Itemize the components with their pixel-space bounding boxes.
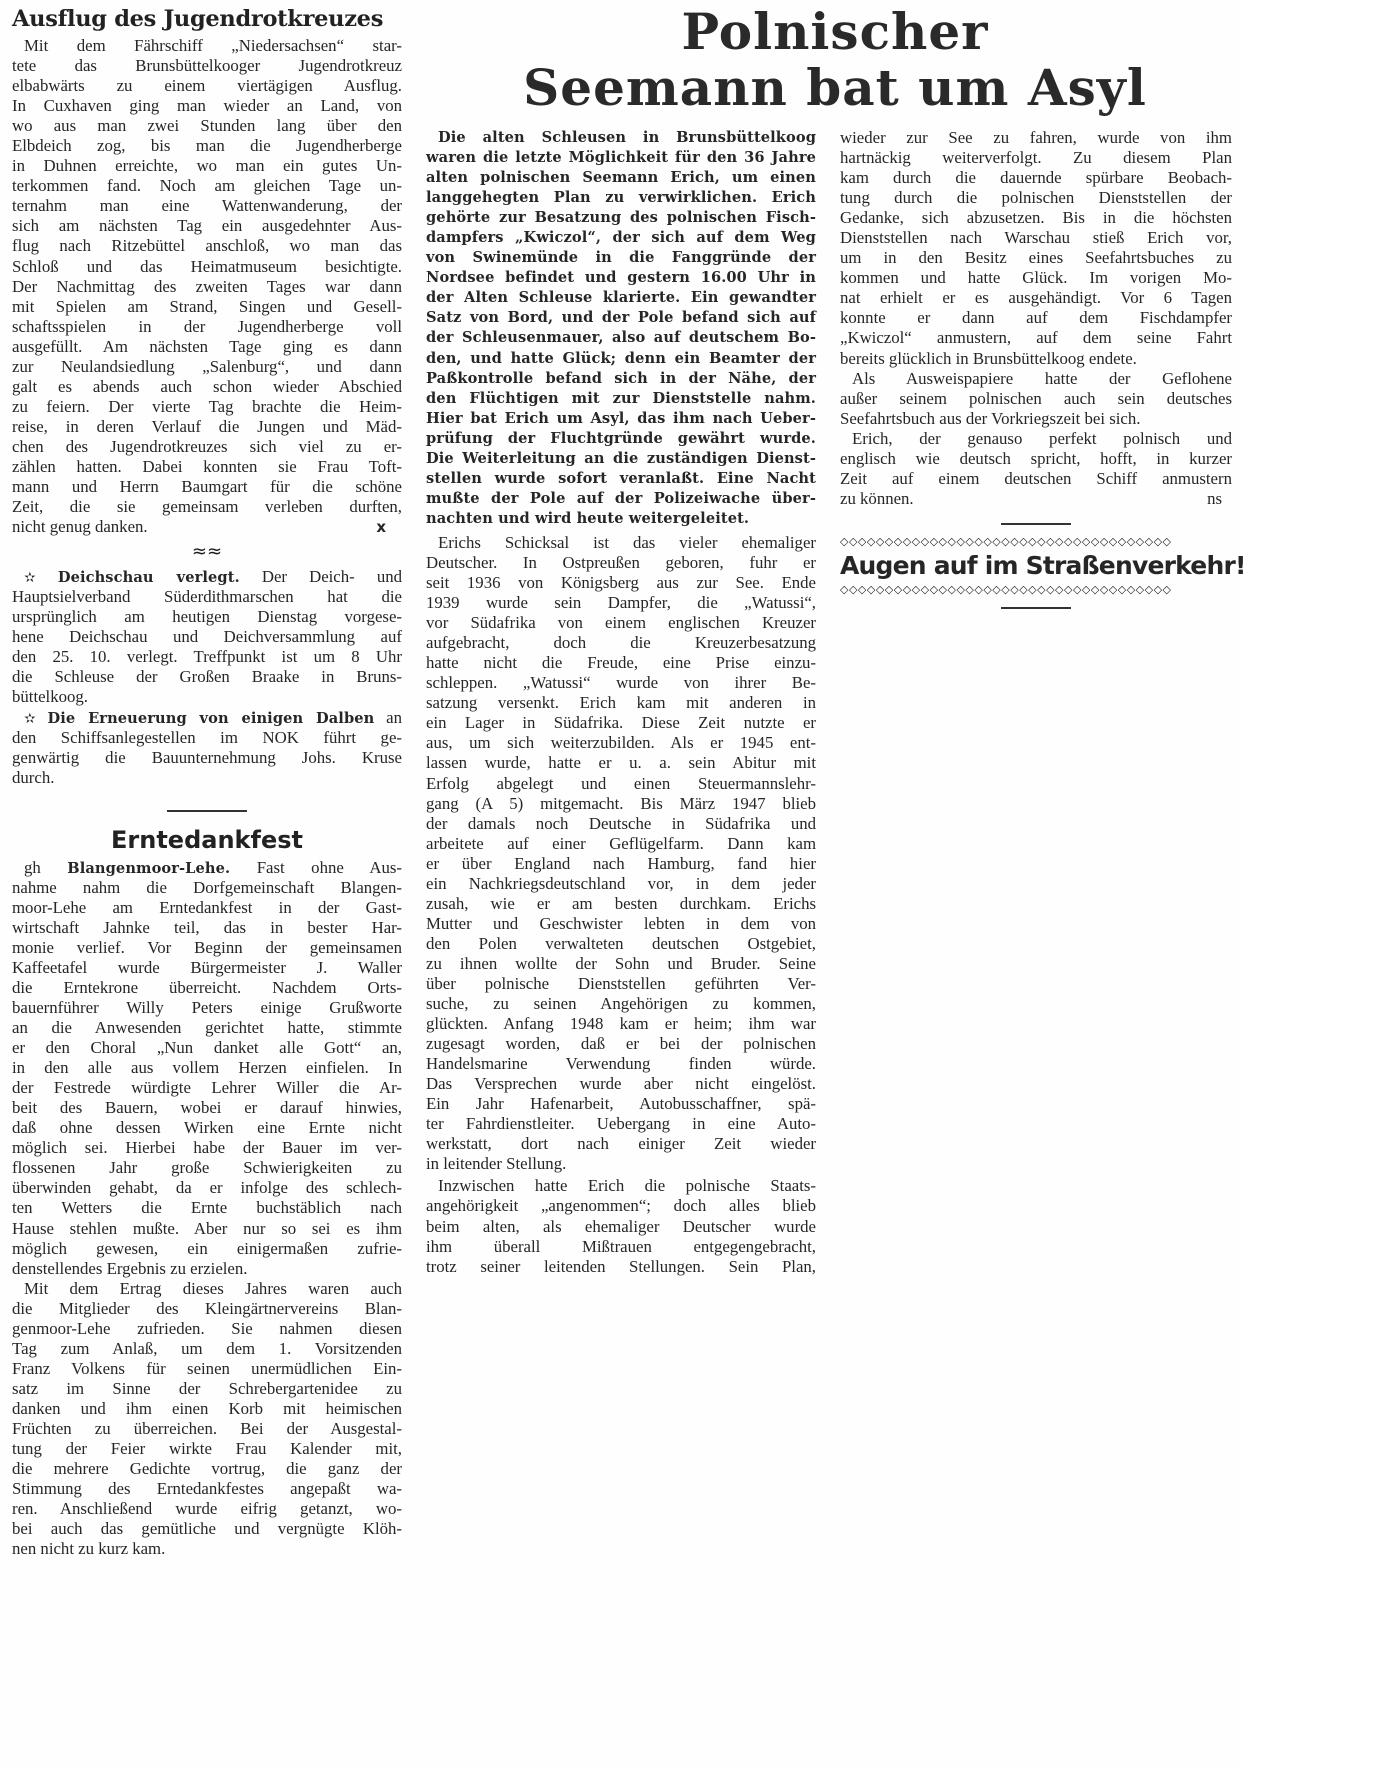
middle-column (426, 128, 816, 1277)
text-line: die Mitglieder des Kleingärtnervereins Blan- (12, 1298, 402, 1318)
text-line: der damals noch Deutsche in Südafrika und (426, 813, 816, 833)
text-line: nachten und wird heute weitergeleitet. (426, 509, 750, 527)
text-line: die Erntekrone überreicht. Nachdem Orts- (12, 977, 402, 997)
text-line: hartnäckig weiterverfolgt. Zu diesem Plan (840, 148, 1232, 168)
text-line: zu ihnen wollte der Sohn und Bruder. Seine (426, 953, 816, 973)
text-line: wirtschaft Jahnke teil, das in bester Har- (12, 917, 402, 937)
text-line: Erich, der genauso perfekt polnisch und (852, 428, 1232, 448)
text-line: beit des Bauern, wobei er darauf hinwies, (12, 1098, 402, 1118)
text-line: Mit dem Ertrag dieses Jahres waren auch (24, 1278, 402, 1298)
notice-lead: Die Erneuerung von einigen Dalben (47, 709, 375, 727)
text-line: bei auch das gemütliche und vergnügte Klöh- (12, 1519, 402, 1539)
left-column (12, 0, 402, 1559)
text-line: mußte der Pole auf der Polizeiwache über- (426, 489, 816, 507)
section-divider-right (1001, 523, 1071, 525)
text-run: Der Deich- und (239, 567, 402, 587)
text-line: an die Anwesenden gerichtet hatte, stimmte (12, 1018, 402, 1038)
text-line: monie verlief. Vor Beginn der gemeinsamen (12, 937, 402, 957)
text-line: schleppen. „Watussi“ wurde von ihrer Be- (426, 673, 816, 693)
text-line: werkstatt, dort nach einiger Zeit wieder (426, 1134, 816, 1154)
text-line: ausgefüllt. Am nächsten Tage ging es dann (12, 336, 402, 356)
text-line: Ein Jahr Hafenarbeit, Autobusschaffner, spä- (426, 1094, 816, 1114)
text-line: nen nicht zu kurz kam. (12, 1539, 166, 1559)
text-line: der Alten Schleuse klarierte. Ein gewandter (426, 289, 816, 307)
headline-polnischer-seemann (430, 4, 1240, 116)
text-line: seit 1936 von Königsberg aus zur See. Ende (426, 573, 816, 593)
text-line: Hier bat Erich um Asyl, das ihm nach Ueber- (426, 409, 816, 427)
text-line: prüfung der Fluchtgründe gewährt wurde. (426, 429, 816, 447)
star-bullet-icon: ✫ (24, 570, 36, 587)
text-line: moor-Lehe am Erntedankfest in der Gast- (12, 897, 402, 917)
text-line: denstellendes Ergebnis zu erzielen. (12, 1258, 248, 1278)
text-line: Dienststellen nach Warschau stieß Erich vor, (840, 228, 1232, 248)
text-line: waren die letzte Möglichkeit für den 36 Jahre (426, 149, 816, 167)
text-line: konnte er dann auf dem Fischdampfer (840, 308, 1232, 328)
article-seemann-lead (426, 128, 816, 529)
text-line: um in den Besitz eines Seefahrtsbuches zu (840, 248, 1232, 268)
text-line: Die alten Schleusen in Brunsbüttelkoog (438, 129, 816, 146)
notice-lead: Deichschau verlegt. (57, 569, 240, 587)
text-line: galt es abends auch schon wieder Abschied (12, 376, 402, 396)
text-line: stellen wurde sofort veranlaßt. Eine Nacht (426, 469, 816, 487)
text-line (12, 567, 402, 587)
text-line: mann und Herrn Baumgart für die schöne (12, 477, 402, 497)
text-line: Die Weiterleitung an die zuständigen Dienst- (426, 449, 816, 467)
text-line: Der Nachmittag des zweiten Tages war dann (12, 276, 402, 296)
text-line: Mutter und Geschwister lebten in dem von (426, 913, 816, 933)
text-line: Stimmung des Erntedankfestes angepaßt wa- (12, 1479, 402, 1499)
notice-dalben (12, 708, 402, 788)
text-line: Erfolg abgelegt und einen Steuermannslehr- (426, 773, 816, 793)
article-seemann-continued (840, 128, 1232, 369)
text-line: angehörigkeit „angenommen“; doch alles blieb (426, 1196, 816, 1216)
text-line: Als Ausweispapiere hatte der Geflohene (852, 368, 1232, 388)
text-line: der Festrede würdigte Lehrer Willer die Ar- (12, 1078, 402, 1098)
text-line: vor Südafrika von einem englischen Kreuzer (426, 613, 816, 633)
article-seemann-para2 (840, 369, 1232, 429)
text-line: durch. (12, 767, 55, 787)
text-line: In Cuxhaven ging man wieder an Land, von (12, 96, 402, 116)
text-line: zu feiern. Der vierte Tag brachte die Heim- (12, 396, 402, 416)
slogan-strassenverkehr: Augen auf im Straßenverkehr! (840, 550, 1246, 580)
text-line: arbeitete auf einer Geflügelfarm. Dann kam (426, 833, 816, 853)
notice-deichschau (12, 567, 402, 707)
text-line: bauernführer Willy Peters einige Grußworte (12, 998, 402, 1018)
text-line: Das Versprechen wurde aber nicht eingelöst. (426, 1074, 816, 1094)
article-erntedankfest-body (12, 858, 402, 1560)
text-line: 1939 wurde sein Dampfer, die „Watussi“, (426, 593, 816, 613)
text-line: Tag zum Anlaß, um dem 1. Vorsitzenden (12, 1338, 402, 1358)
text-line: chen des Jugendrotkreuzes sich viel zu er- (12, 436, 402, 456)
text-line: aufgebracht, doch die Kreuzerbesatzung (426, 633, 816, 653)
text-line: reise, in deren Verlauf die Jungen und Mäd- (12, 416, 402, 436)
text-line: ren. Anschließend wurde eifrig getanzt, wo- (12, 1499, 402, 1519)
text-line: Erichs Schicksal ist das vieler ehemaliger (438, 532, 816, 552)
text-line: hatte nicht die Freude, eine Prise einzu- (426, 653, 816, 673)
text-line: kam durch die dauernde spürbare Beobach- (840, 168, 1232, 188)
text-line: dampfers „Kwiczol“, der sich auf dem Weg (426, 229, 816, 247)
headline-line-2: Seemann bat um Asyl (523, 58, 1147, 117)
article-jugendrotkreuz-body (12, 36, 402, 537)
text-line: ein Lager in Südafrika. Diese Zeit nutzte er (426, 713, 816, 733)
text-line: trotz seiner leitenden Stellungen. Sein Plan, (426, 1256, 816, 1276)
text-line: danken und ihm einen Korb mit heimischen (12, 1398, 402, 1418)
text-line: Früchten zu überreichen. Bei der Ausgestal- (12, 1419, 402, 1438)
text-line: bereits glücklich in Brunsbüttelkoog endete. (840, 348, 1137, 368)
text-line: Elbdeich zog, bis man die Jugendherberge (12, 136, 402, 156)
text-line: glückten. Anfang 1948 kam er heim; ihm war (426, 1014, 816, 1034)
wave-separator: ≈≈ (191, 541, 223, 563)
text-line: tung durch die polnischen Dienststellen der (840, 188, 1232, 208)
text-line: nat erhielt er es ausgehändigt. Vor 6 Tagen (840, 288, 1232, 308)
author-signature: x (376, 518, 386, 537)
headline-jugendrotkreuz: Ausflug des Jugendrotkreuzes (12, 6, 384, 32)
text-line: hene Deichschau und Deichversammlung auf (12, 627, 402, 647)
text-line (12, 858, 402, 878)
section-divider (167, 810, 247, 812)
text-line: flug nach Ritzebüttel anschloß, wo man das (12, 236, 402, 256)
text-line: Hause stehlen mußte. Aber nur so sei es ihm (12, 1218, 402, 1238)
text-line: den 25. 10. verlegt. Treffpunkt ist um 8 Uhr (12, 647, 402, 667)
text-line: Franz Volkens für seinen unermüdlichen Ein- (12, 1358, 402, 1378)
text-line: wo aus man zwei Stunden lang über den (12, 116, 402, 136)
text-line: zur Neulandsiedlung „Salenburg“, und dann (12, 356, 402, 376)
text-line: Hauptsielverband Süderdithmarschen hat die (12, 587, 402, 607)
text-line: beim alten, als ehemaliger Deutscher wurde (426, 1216, 816, 1236)
text-line: Handelsmarine Verwendung finden würde. (426, 1054, 816, 1074)
star-bullet-icon: ✫ (24, 710, 36, 727)
text-line: die mehrere Gedichte vortrug, die ganz der (12, 1459, 402, 1479)
text-line: den Flüchtigen mit zur Dienststelle nahm. (426, 389, 816, 407)
text-line: satzung versenkt. Erich kam mit anderen in (426, 693, 816, 713)
text-run: Fast ohne Aus- (230, 857, 402, 877)
text-line: genmoor-Lehe zufrieden. Sie nahmen diesen (12, 1318, 402, 1338)
text-line: Seefahrtsbuch aus der Vorkriegszeit bei sich. (840, 408, 1141, 428)
text-line: ein Nachkriegsdeutschland vor, in dem jeder (426, 873, 816, 893)
text-line: zugesagt worden, daß er bei der polnischen (426, 1034, 816, 1054)
dateline: Blangenmoor-Lehe. (67, 859, 231, 877)
text-line: ursprünglich am heutigen Dienstag vorgese- (12, 607, 402, 627)
text-line: genwärtig die Bauunternehmung Johs. Kruse (12, 747, 402, 767)
text-line: tete das Brunsbüttelkooger Jugendrotkreuz (12, 56, 402, 76)
text-line: ten Wetters die Ernte buchstäblich nach (12, 1198, 402, 1218)
text-line: terkommen fand. Noch am gleichen Tage un- (12, 176, 402, 196)
right-column (840, 128, 1246, 619)
text-line: Gedanke, sich abzusetzen. Bis in die höchsten (840, 208, 1232, 228)
text-line: daß ohne dessen Wirken eine Ernte nicht (12, 1118, 402, 1138)
text-line: schaftsspielen in der Jugendherberge voll (12, 316, 402, 336)
text-line: zu können. ns (840, 489, 1232, 509)
text-line: zählen hatten. Dabei konnten sie Frau Toft- (12, 456, 402, 476)
text-line: Zeit, die sie gemeinsam verleben durften, (12, 497, 402, 517)
text-line: er den Choral „Nun danket alle Gott“ an, (12, 1038, 402, 1058)
byline: gh (24, 857, 41, 877)
text-line: nahme nahm die Dorfgemeinschaft Blangen- (12, 877, 402, 897)
text-line: von Swinemünde in die Fanggründe der (426, 249, 816, 267)
article-seemann-body (426, 533, 816, 1175)
author-signature: ns (1207, 488, 1222, 508)
text-line: in leitender Stellung. (426, 1154, 567, 1174)
text-line: möglich sei. Hierbei habe der Bauer im ver- (12, 1138, 402, 1158)
text-line: in Duhnen erreichte, wo man ein gutes Un- (12, 156, 402, 176)
section-divider-right-2 (1001, 607, 1071, 609)
text-line: Zeit auf einem deutschen Schiff anmustern (840, 468, 1232, 488)
text-line: lassen wurde, hatte er u. a. sein Abitur mit (426, 753, 816, 773)
text-line: den Schiffsanlegestellen im NOK führt ge- (12, 727, 402, 747)
text-line: den, und hatte Glück; denn ein Beamter der (426, 349, 816, 367)
text-line: gehörte zur Besatzung des polnischen Fisch- (426, 209, 816, 227)
paragraph (12, 1279, 402, 1560)
text-line: Satz von Bord, und der Pole befand sich auf (426, 309, 816, 327)
text-line: „Kwiczol“ anmustern, auf dem seine Fahrt (840, 328, 1232, 348)
text-line: ternahm man eine Wattenwanderung, der (12, 196, 402, 216)
text-line: Nordsee befindet und gestern 16.00 Uhr in (426, 269, 816, 287)
diamond-border-bottom: ◇◇◇◇◇◇◇◇◇◇◇◇◇◇◇◇◇◇◇◇◇◇◇◇◇◇◇◇◇◇◇◇◇◇◇◇◇ (840, 582, 1172, 596)
text-line (12, 708, 402, 728)
text-line: Paßkontrolle befand sich in der Nähe, der (426, 369, 816, 387)
text-line: Kaffeetafel wurde Bürgermeister J. Waller (12, 957, 402, 977)
text-line: nicht genug danken. x (12, 517, 402, 537)
headline-erntedankfest: Erntedankfest (111, 825, 303, 854)
text-line: elbabwärts zu einem viertägigen Ausflug. (12, 76, 402, 96)
text-line: die Schleuse der Großen Braake in Bruns- (12, 667, 402, 687)
text-line: wieder zur See zu fahren, wurde von ihm (840, 128, 1232, 147)
text-line: flossenen Jahr große Schwierigkeiten zu (12, 1158, 402, 1178)
diamond-border-top: ◇◇◇◇◇◇◇◇◇◇◇◇◇◇◇◇◇◇◇◇◇◇◇◇◇◇◇◇◇◇◇◇◇◇◇◇◇ (840, 534, 1172, 548)
article-seemann-para3 (840, 429, 1232, 509)
text-line: sich am nächsten Tag ein ausgedehnter Aus- (12, 216, 402, 236)
text-line: möglich gewesen, ein einigermaßen zufrie- (12, 1238, 402, 1258)
text-line: ihm überall Mißtrauen entgegengebracht, (426, 1236, 816, 1256)
text-line: Mit dem Fährschiff „Niedersachsen“ star- (24, 36, 402, 55)
text-line: kommen und hatte Glück. Im vorigen Mo- (840, 268, 1232, 288)
text-line: satz im Sinne der Schrebergartenidee zu (12, 1378, 402, 1398)
text-line: aus, um sich weiterzubilden. Als er 1945 ent- (426, 733, 816, 753)
text-line: alten polnischen Seemann Erich, um einen (426, 169, 816, 187)
text-line: mit Spielen am Strand, Singen und Gesell- (12, 296, 402, 316)
text-line: über polnische Dienststellen geführten Ver- (426, 973, 816, 993)
text-line: Schloß und das Heimatmuseum besichtigte. (12, 256, 402, 276)
text-line: tung der Feier wirkte Frau Kalender mit, (12, 1439, 402, 1459)
text-line: suche, zu seinen Angehörigen zu kommen, (426, 994, 816, 1014)
text-line: ter Fahrdienstleiter. Uebergang in eine Auto- (426, 1114, 816, 1134)
headline-line-1: Polnischer (681, 2, 989, 61)
text-line: den Polen verwalteten deutschen Ostgebiet, (426, 933, 816, 953)
text-line: zusah, wie er am besten durchkam. Erichs (426, 893, 816, 913)
text-line: überwinden gehabt, da er infolge des schlech- (12, 1178, 402, 1198)
text-line: gang (A 5) mitgemacht. Bis März 1947 blieb (426, 793, 816, 813)
text-line: englisch wie deutsch spricht, hofft, in kurzer (840, 448, 1232, 468)
text-line: büttelkoog. (12, 687, 88, 707)
text-line: in den alle aus vollem Herzen einfielen. In (12, 1058, 402, 1078)
article-seemann-body-2 (426, 1176, 816, 1276)
text-line: der Schleusenmauer, also auf deutschem Bo- (426, 329, 816, 347)
text-line: außer seinem polnischen auch sein deutsches (840, 388, 1232, 408)
text-line: langgehegten Plan zu verwirklichen. Erich (426, 189, 816, 207)
text-line: Inzwischen hatte Erich die polnische Staats- (438, 1176, 816, 1196)
text-line: er über England nach Hamburg, fand hier (426, 853, 816, 873)
text-run: an (374, 707, 402, 727)
text-line: Deutscher. In Ostpreußen geboren, fuhr er (426, 552, 816, 572)
